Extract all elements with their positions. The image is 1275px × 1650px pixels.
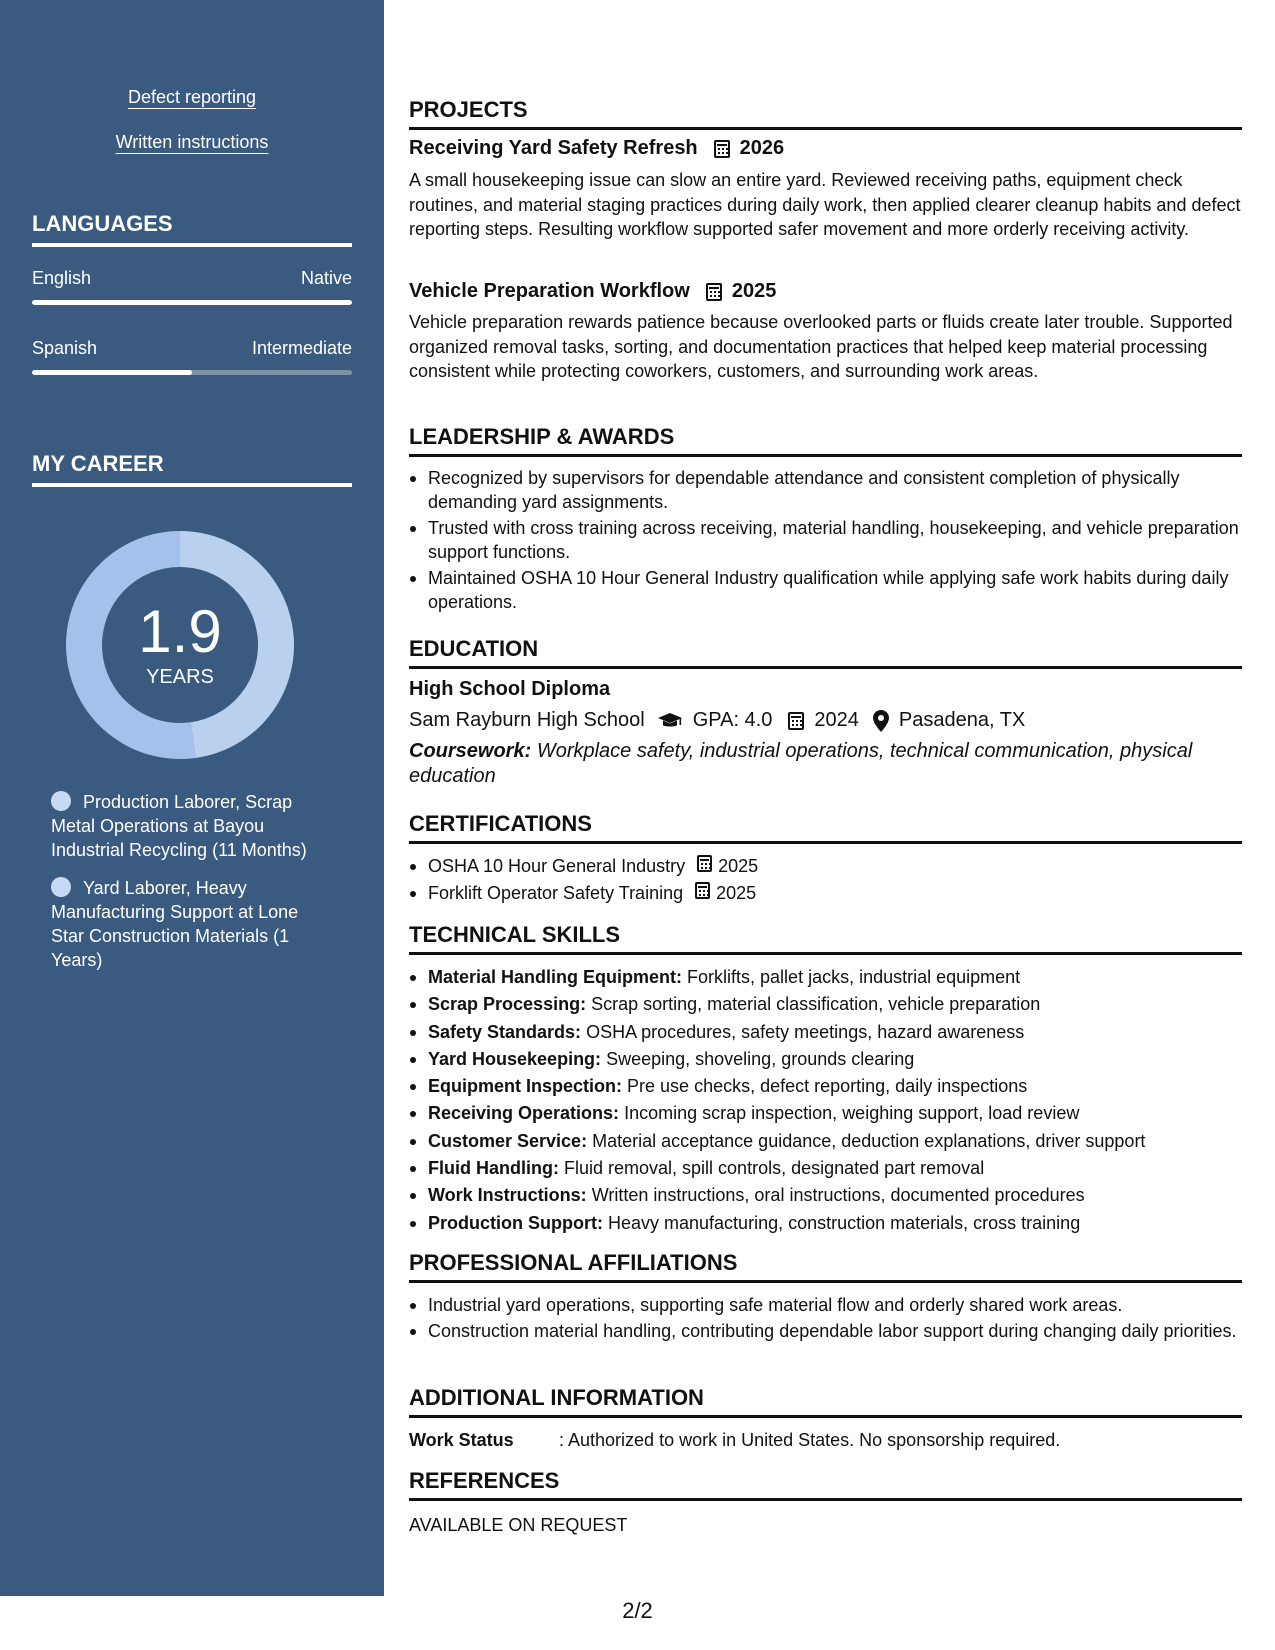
references-text: AVAILABLE ON REQUEST (409, 1515, 628, 1535)
certification-name: OSHA 10 Hour General Industry (428, 856, 686, 876)
career-item (51, 790, 336, 862)
certification-year: 2025 (716, 883, 757, 903)
list-item: Recognized by supervisors for dependable attendance and consistent completion of physically demanding yard assignments. (409, 466, 1242, 514)
technical-skills-heading: TECHNICAL SKILLS (409, 922, 1242, 955)
skill-label: Fluid Handling: (428, 1158, 559, 1179)
work-status-value: : Authorized to work in United States. No sponsorship required. (559, 1430, 1061, 1450)
career-total-unit: YEARS (146, 666, 214, 688)
education-degree: High School Diploma (409, 678, 611, 700)
projects-heading: PROJECTS (409, 97, 1242, 130)
languages-heading: LANGUAGES (32, 211, 352, 247)
certifications-heading: CERTIFICATIONS (409, 811, 1242, 844)
language-name: English (32, 268, 92, 288)
skill-value: OSHA procedures, safety meetings, hazard awareness (586, 1021, 1025, 1042)
list-item: Maintained OSHA 10 Hour General Industry qualification while applying safe work habits during daily operations. (409, 566, 1242, 614)
skill-label: Scrap Processing: (428, 994, 587, 1015)
education-details (409, 709, 1025, 732)
project-title: Vehicle Preparation Workflow (409, 280, 690, 302)
skill-label: Production Support: (428, 1212, 603, 1233)
skill-item (409, 1020, 1242, 1044)
skill-value: Written instructions, oral instructions, documented procedures (591, 1185, 1085, 1206)
list-item: Industrial yard operations, supporting safe material flow and orderly shared work areas. (409, 1293, 1242, 1317)
project-year: 2025 (731, 280, 777, 302)
skill-label: Customer Service: (428, 1130, 588, 1151)
affiliations-list (409, 1293, 1242, 1345)
list-item (409, 881, 1242, 905)
education-coursework (409, 739, 1242, 789)
skill-item (409, 965, 1242, 989)
additional-info-heading: ADDITIONAL INFORMATION (409, 1385, 1242, 1418)
project-title: Receiving Yard Safety Refresh (409, 137, 698, 159)
project-description: Vehicle preparation rewards patience because overlooked parts or fluids create later trouble. Supported organized removal tasks, sorting, and documentation practices that helped keep material processing consistent while protecting coworkers, customers, and surrounding work areas. (409, 312, 1233, 381)
skill-item (409, 1156, 1242, 1180)
skill-value: Fluid removal, spill controls, designated part removal (564, 1158, 985, 1179)
language-bar-fill (32, 300, 352, 305)
leadership-list (409, 466, 1242, 616)
education-heading: EDUCATION (409, 636, 1242, 669)
skill-link-defect-reporting[interactable] (0, 87, 384, 108)
page-number: 2/2 (622, 1598, 653, 1623)
education-location: Pasadena, TX (898, 709, 1026, 731)
skill-value: Pre use checks, defect reporting, daily inspections (627, 1076, 1028, 1097)
certifications-list (409, 854, 1242, 905)
certification-name: Forklift Operator Safety Training (428, 883, 684, 903)
certification-year: 2025 (718, 856, 759, 876)
skill-label: Material Handling Equipment: (428, 967, 683, 987)
career-item-label: Yard Laborer, Heavy Manufacturing Support at Lone Star Construction Materials (1 Years) (51, 878, 299, 970)
skill-link-written-instructions[interactable] (0, 132, 384, 153)
skill-link-label: Defect reporting (127, 87, 257, 107)
skill-value: Sweeping, shoveling, grounds clearing (606, 1048, 915, 1069)
skill-label: Equipment Inspection: (428, 1076, 623, 1097)
language-bar-fill (32, 370, 192, 375)
skill-link-label: Written instructions (115, 132, 269, 152)
calendar-icon (714, 140, 730, 158)
skill-item (409, 1129, 1242, 1153)
language-bar-english (32, 300, 352, 305)
affiliations-heading: PROFESSIONAL AFFILIATIONS (409, 1250, 1242, 1283)
project-title-row (409, 137, 784, 160)
location-pin-icon (873, 710, 889, 732)
skill-item (409, 1047, 1242, 1071)
calendar-icon (695, 882, 710, 899)
skill-label: Receiving Operations: (428, 1103, 620, 1124)
language-row-spanish (32, 338, 352, 359)
career-heading: MY CAREER (32, 451, 352, 487)
career-total-years: 1.9 (138, 598, 222, 665)
career-item (51, 876, 336, 972)
technical-skills-list (409, 965, 1242, 1238)
education-year: 2024 (814, 709, 859, 731)
language-bar-spanish (32, 370, 352, 375)
career-legend-dot (51, 877, 71, 897)
skill-label: Work Instructions: (428, 1185, 587, 1206)
sidebar (0, 0, 384, 1596)
language-level: Native (300, 268, 352, 288)
skill-value: Incoming scrap inspection, weighing support, load review (624, 1103, 1080, 1124)
career-item-label: Production Laborer, Scrap Metal Operations at Bayou Industrial Recycling (11 Months) (51, 792, 307, 860)
graduation-cap-icon (657, 712, 683, 730)
coursework-label: Coursework: (409, 740, 532, 762)
language-row-english (32, 268, 352, 289)
skill-item (409, 992, 1242, 1016)
language-level: Intermediate (251, 338, 352, 358)
skill-label: Yard Housekeeping: (428, 1048, 602, 1069)
project-year: 2026 (739, 137, 785, 159)
work-status-label: Work Status (409, 1430, 514, 1450)
calendar-icon (697, 855, 712, 872)
skill-item (409, 1211, 1242, 1235)
list-item: Trusted with cross training across receiving, material handling, housekeeping, and vehicle preparation support functions. (409, 516, 1242, 564)
references-heading: REFERENCES (409, 1468, 1242, 1501)
education-gpa: GPA: 4.0 (692, 709, 773, 731)
calendar-icon (788, 712, 804, 730)
skill-item (409, 1101, 1242, 1125)
skill-value: Material acceptance guidance, deduction explanations, driver support (592, 1130, 1146, 1151)
education-school: Sam Rayburn High School (409, 709, 645, 731)
list-item (409, 854, 1242, 878)
language-name: Spanish (32, 338, 98, 358)
coursework-value: Workplace safety, industrial operations, technical communication, physical education (409, 740, 1193, 787)
skill-value: Forklifts, pallet jacks, industrial equipment (687, 967, 1021, 987)
skill-label: Safety Standards: (428, 1021, 582, 1042)
skill-item (409, 1074, 1242, 1098)
project-description: A small housekeeping issue can slow an entire yard. Reviewed receiving paths, equipment check routines, and material staging practices during daily work, then applied clearer cleanup habits and defect reporting steps. Resulting workflow supported safer movement and more orderly receiving activity. (409, 170, 1241, 239)
list-item: Construction material handling, contributing dependable labor support during changing daily priorities. (409, 1319, 1242, 1343)
skill-value: Scrap sorting, material classification, vehicle preparation (591, 994, 1041, 1015)
skill-item (409, 1183, 1242, 1207)
project-title-row (409, 280, 776, 303)
leadership-heading: LEADERSHIP & AWARDS (409, 424, 1242, 457)
skill-value: Heavy manufacturing, construction materials, cross training (608, 1212, 1081, 1233)
career-legend-dot (51, 791, 71, 811)
calendar-icon (706, 283, 722, 301)
